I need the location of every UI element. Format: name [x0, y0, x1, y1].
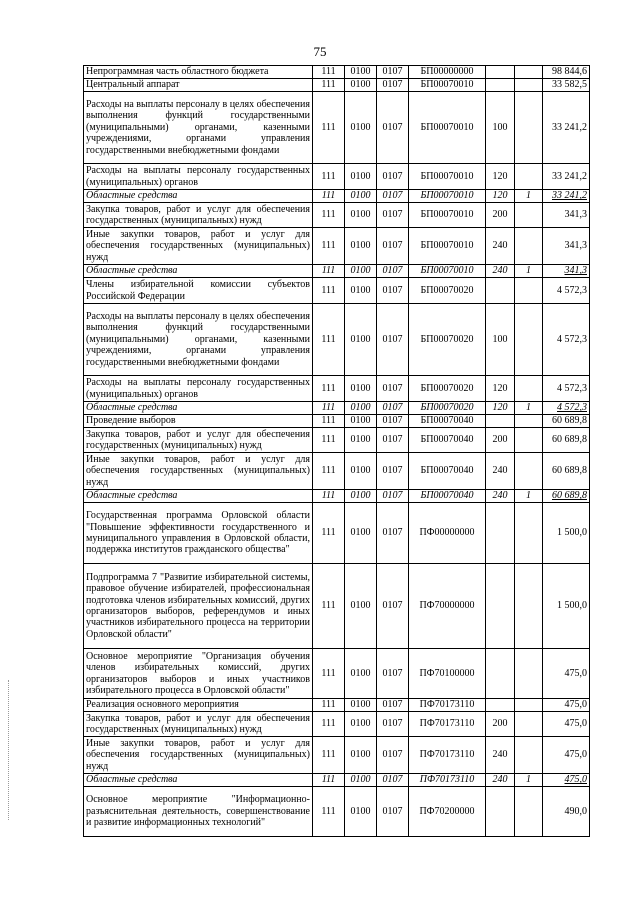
table-row: [84, 402, 590, 415]
row-name: Закупка товаров, работ и услуг для обеспечения государственных (муниципальных) нужд: [84, 428, 313, 453]
vr-code: 100: [486, 304, 515, 376]
amount: 33 241,2: [543, 92, 590, 164]
rz-code: 0100: [345, 787, 377, 837]
gr-code: 111: [313, 278, 345, 304]
gr-code: 111: [313, 376, 345, 402]
csr-code: БП00070020: [409, 304, 486, 376]
vr-code: [486, 415, 515, 428]
csr-code: ПФ70000000: [409, 564, 486, 649]
gr-code: 111: [313, 737, 345, 774]
vr-code: 120: [486, 376, 515, 402]
gr-code: 111: [313, 503, 345, 564]
csr-code: БП00000000: [409, 66, 486, 79]
row-name: Государственная программа Орловской области "Повышение эффективности государственного и муниципального управления в Орловской области, поддержка институтов гражданского общества": [84, 503, 313, 564]
rz-code: 0100: [345, 66, 377, 79]
table-row: [84, 699, 590, 712]
source-code: [515, 453, 543, 490]
table-row: [84, 228, 590, 265]
gr-code: 111: [313, 228, 345, 265]
source-code: [515, 203, 543, 228]
rz-code: 0100: [345, 79, 377, 92]
vr-code: 100: [486, 92, 515, 164]
vr-code: 200: [486, 712, 515, 737]
row-name: Иные закупки товаров, работ и услуг для обеспечения государственных (муниципальных) нужд: [84, 737, 313, 774]
gr-code: 111: [313, 649, 345, 699]
gr-code: 111: [313, 402, 345, 415]
csr-code: БП00070020: [409, 402, 486, 415]
budget-table: [83, 65, 590, 837]
gr-code: 111: [313, 190, 345, 203]
gr-code: 111: [313, 453, 345, 490]
source-code: [515, 415, 543, 428]
row-name: Расходы на выплаты персоналу государственных (муниципальных) органов: [84, 164, 313, 190]
pr-code: 0107: [377, 66, 409, 79]
pr-code: 0107: [377, 190, 409, 203]
table-row: [84, 503, 590, 564]
gr-code: 111: [313, 66, 345, 79]
source-code: [515, 278, 543, 304]
pr-code: 0107: [377, 415, 409, 428]
csr-code: БП00070010: [409, 190, 486, 203]
amount: 60 689,8: [543, 490, 590, 503]
pr-code: 0107: [377, 265, 409, 278]
source-code: [515, 787, 543, 837]
rz-code: 0100: [345, 564, 377, 649]
pr-code: 0107: [377, 304, 409, 376]
amount: 1 500,0: [543, 564, 590, 649]
margin-dots: [8, 680, 11, 820]
amount: 341,3: [543, 228, 590, 265]
csr-code: БП00070040: [409, 415, 486, 428]
table-row: [84, 92, 590, 164]
csr-code: ПФ70200000: [409, 787, 486, 837]
vr-code: [486, 503, 515, 564]
source-code: [515, 712, 543, 737]
amount: 4 572,3: [543, 304, 590, 376]
vr-code: [486, 564, 515, 649]
table-row: [84, 190, 590, 203]
row-name: Реализация основного мероприятия: [84, 699, 313, 712]
page-number: 75: [313, 44, 327, 59]
amount: 4 572,3: [543, 376, 590, 402]
gr-code: 111: [313, 428, 345, 453]
source-code: [515, 649, 543, 699]
table-row: [84, 564, 590, 649]
source-code: [515, 428, 543, 453]
vr-code: 240: [486, 453, 515, 490]
row-name: Иные закупки товаров, работ и услуг для обеспечения государственных (муниципальных) нужд: [84, 228, 313, 265]
vr-code: [486, 649, 515, 699]
gr-code: 111: [313, 164, 345, 190]
csr-code: БП00070020: [409, 376, 486, 402]
table-row: [84, 774, 590, 787]
rz-code: 0100: [345, 278, 377, 304]
rz-code: 0100: [345, 453, 377, 490]
gr-code: 111: [313, 787, 345, 837]
source-code: [515, 503, 543, 564]
source-code: [515, 79, 543, 92]
gr-code: 111: [313, 712, 345, 737]
amount: 60 689,8: [543, 453, 590, 490]
source-code: [515, 376, 543, 402]
pr-code: 0107: [377, 787, 409, 837]
vr-code: 240: [486, 774, 515, 787]
pr-code: 0107: [377, 774, 409, 787]
amount: 33 241,2: [543, 164, 590, 190]
source-code: [515, 92, 543, 164]
pr-code: 0107: [377, 564, 409, 649]
amount: 475,0: [543, 737, 590, 774]
csr-code: БП00070020: [409, 278, 486, 304]
rz-code: 0100: [345, 649, 377, 699]
amount: 60 689,8: [543, 415, 590, 428]
csr-code: БП00070010: [409, 203, 486, 228]
rz-code: 0100: [345, 376, 377, 402]
row-name: Областные средства: [84, 774, 313, 787]
table-row: [84, 737, 590, 774]
row-name: Проведение выборов: [84, 415, 313, 428]
row-name: Расходы на выплаты персоналу в целях обеспечения выполнения функций государственными (муниципальными) органами, казенными учреждениями, органами управления государственными внебюджетными фондами: [84, 304, 313, 376]
csr-code: ПФ70173110: [409, 712, 486, 737]
csr-code: БП00070040: [409, 453, 486, 490]
gr-code: 111: [313, 699, 345, 712]
source-code: [515, 564, 543, 649]
table-row: [84, 376, 590, 402]
table-row: [84, 265, 590, 278]
amount: 4 572,3: [543, 278, 590, 304]
pr-code: 0107: [377, 453, 409, 490]
gr-code: 111: [313, 415, 345, 428]
amount: 98 844,6: [543, 66, 590, 79]
gr-code: 111: [313, 490, 345, 503]
rz-code: 0100: [345, 92, 377, 164]
csr-code: ПФ70173110: [409, 737, 486, 774]
vr-code: [486, 278, 515, 304]
table-row: [84, 415, 590, 428]
pr-code: 0107: [377, 402, 409, 415]
gr-code: 111: [313, 774, 345, 787]
table-row: [84, 278, 590, 304]
pr-code: 0107: [377, 737, 409, 774]
pr-code: 0107: [377, 164, 409, 190]
rz-code: 0100: [345, 712, 377, 737]
table-row: [84, 490, 590, 503]
vr-code: 240: [486, 490, 515, 503]
vr-code: 240: [486, 737, 515, 774]
rz-code: 0100: [345, 228, 377, 265]
pr-code: 0107: [377, 699, 409, 712]
source-code: [515, 699, 543, 712]
amount: 475,0: [543, 712, 590, 737]
amount: 33 241,2: [543, 190, 590, 203]
rz-code: 0100: [345, 699, 377, 712]
row-name: Непрограммная часть областного бюджета: [84, 66, 313, 79]
row-name: Областные средства: [84, 402, 313, 415]
pr-code: 0107: [377, 490, 409, 503]
row-name: Основное мероприятие "Информационно-разъяснительная деятельность, совершенствование и развитие информационных технологий": [84, 787, 313, 837]
rz-code: 0100: [345, 190, 377, 203]
amount: 341,3: [543, 265, 590, 278]
pr-code: 0107: [377, 376, 409, 402]
vr-code: 200: [486, 428, 515, 453]
vr-code: [486, 66, 515, 79]
table-row: [84, 649, 590, 699]
pr-code: 0107: [377, 278, 409, 304]
row-name: Центральный аппарат: [84, 79, 313, 92]
row-name: Закупка товаров, работ и услуг для обеспечения государственных (муниципальных) нужд: [84, 712, 313, 737]
rz-code: 0100: [345, 304, 377, 376]
source-code: 1: [515, 490, 543, 503]
pr-code: 0107: [377, 79, 409, 92]
row-name: Областные средства: [84, 490, 313, 503]
row-name: Основное мероприятие "Организация обучения членов избирательных комиссий, других организаторов выборов и иных участников избирательного процесса в Орловской области": [84, 649, 313, 699]
row-name: Расходы на выплаты персоналу в целях обеспечения выполнения функций государственными (муниципальными) органами, казенными учреждениями, органами управления государственными внебюджетными фондами: [84, 92, 313, 164]
gr-code: 111: [313, 564, 345, 649]
csr-code: БП00070040: [409, 428, 486, 453]
vr-code: [486, 79, 515, 92]
gr-code: 111: [313, 304, 345, 376]
table-row: [84, 453, 590, 490]
row-name: Члены избирательной комиссии субъектов Российской Федерации: [84, 278, 313, 304]
source-code: [515, 164, 543, 190]
vr-code: 120: [486, 402, 515, 415]
table-row: [84, 164, 590, 190]
amount: 475,0: [543, 649, 590, 699]
rz-code: 0100: [345, 164, 377, 190]
vr-code: 120: [486, 164, 515, 190]
amount: 490,0: [543, 787, 590, 837]
csr-code: ПФ70100000: [409, 649, 486, 699]
rz-code: 0100: [345, 503, 377, 564]
amount: 60 689,8: [543, 428, 590, 453]
table-row: [84, 787, 590, 837]
amount: 33 582,5: [543, 79, 590, 92]
rz-code: 0100: [345, 737, 377, 774]
gr-code: 111: [313, 92, 345, 164]
source-code: 1: [515, 402, 543, 415]
amount: 1 500,0: [543, 503, 590, 564]
csr-code: БП00070010: [409, 228, 486, 265]
rz-code: 0100: [345, 415, 377, 428]
table-row: [84, 304, 590, 376]
vr-code: 240: [486, 228, 515, 265]
table-row: [84, 712, 590, 737]
vr-code: 120: [486, 190, 515, 203]
row-name: Иные закупки товаров, работ и услуг для обеспечения государственных (муниципальных) нужд: [84, 453, 313, 490]
source-code: [515, 228, 543, 265]
vr-code: [486, 787, 515, 837]
table-row: [84, 428, 590, 453]
csr-code: БП00070010: [409, 92, 486, 164]
row-name: Областные средства: [84, 265, 313, 278]
csr-code: БП00070010: [409, 164, 486, 190]
table-row: [84, 79, 590, 92]
source-code: [515, 304, 543, 376]
source-code: 1: [515, 265, 543, 278]
table-row: [84, 66, 590, 79]
pr-code: 0107: [377, 203, 409, 228]
rz-code: 0100: [345, 428, 377, 453]
csr-code: ПФ70173110: [409, 774, 486, 787]
pr-code: 0107: [377, 649, 409, 699]
vr-code: [486, 699, 515, 712]
rz-code: 0100: [345, 203, 377, 228]
row-name: Расходы на выплаты персоналу государственных (муниципальных) органов: [84, 376, 313, 402]
csr-code: БП00070040: [409, 490, 486, 503]
csr-code: ПФ00000000: [409, 503, 486, 564]
pr-code: 0107: [377, 503, 409, 564]
gr-code: 111: [313, 203, 345, 228]
row-name: Подпрограмма 7 "Развитие избирательной системы, правовое обучение избирателей, профессиональная подготовка членов избирательных комиссий, других организаторов выборов, референдумов и иных участников избирательного процесса на территории Орловской области": [84, 564, 313, 649]
vr-code: 200: [486, 203, 515, 228]
rz-code: 0100: [345, 402, 377, 415]
rz-code: 0100: [345, 265, 377, 278]
pr-code: 0107: [377, 712, 409, 737]
row-name: Областные средства: [84, 190, 313, 203]
pr-code: 0107: [377, 228, 409, 265]
source-code: [515, 66, 543, 79]
vr-code: 240: [486, 265, 515, 278]
amount: 341,3: [543, 203, 590, 228]
source-code: 1: [515, 190, 543, 203]
row-name: Закупка товаров, работ и услуг для обеспечения государственных (муниципальных) нужд: [84, 203, 313, 228]
amount: 475,0: [543, 774, 590, 787]
pr-code: 0107: [377, 428, 409, 453]
source-code: 1: [515, 774, 543, 787]
csr-code: БП00070010: [409, 265, 486, 278]
rz-code: 0100: [345, 490, 377, 503]
pr-code: 0107: [377, 92, 409, 164]
rz-code: 0100: [345, 774, 377, 787]
table-row: [84, 203, 590, 228]
amount: 475,0: [543, 699, 590, 712]
source-code: [515, 737, 543, 774]
csr-code: БП00070010: [409, 79, 486, 92]
amount: 4 572,3: [543, 402, 590, 415]
csr-code: ПФ70173110: [409, 699, 486, 712]
gr-code: 111: [313, 265, 345, 278]
gr-code: 111: [313, 79, 345, 92]
